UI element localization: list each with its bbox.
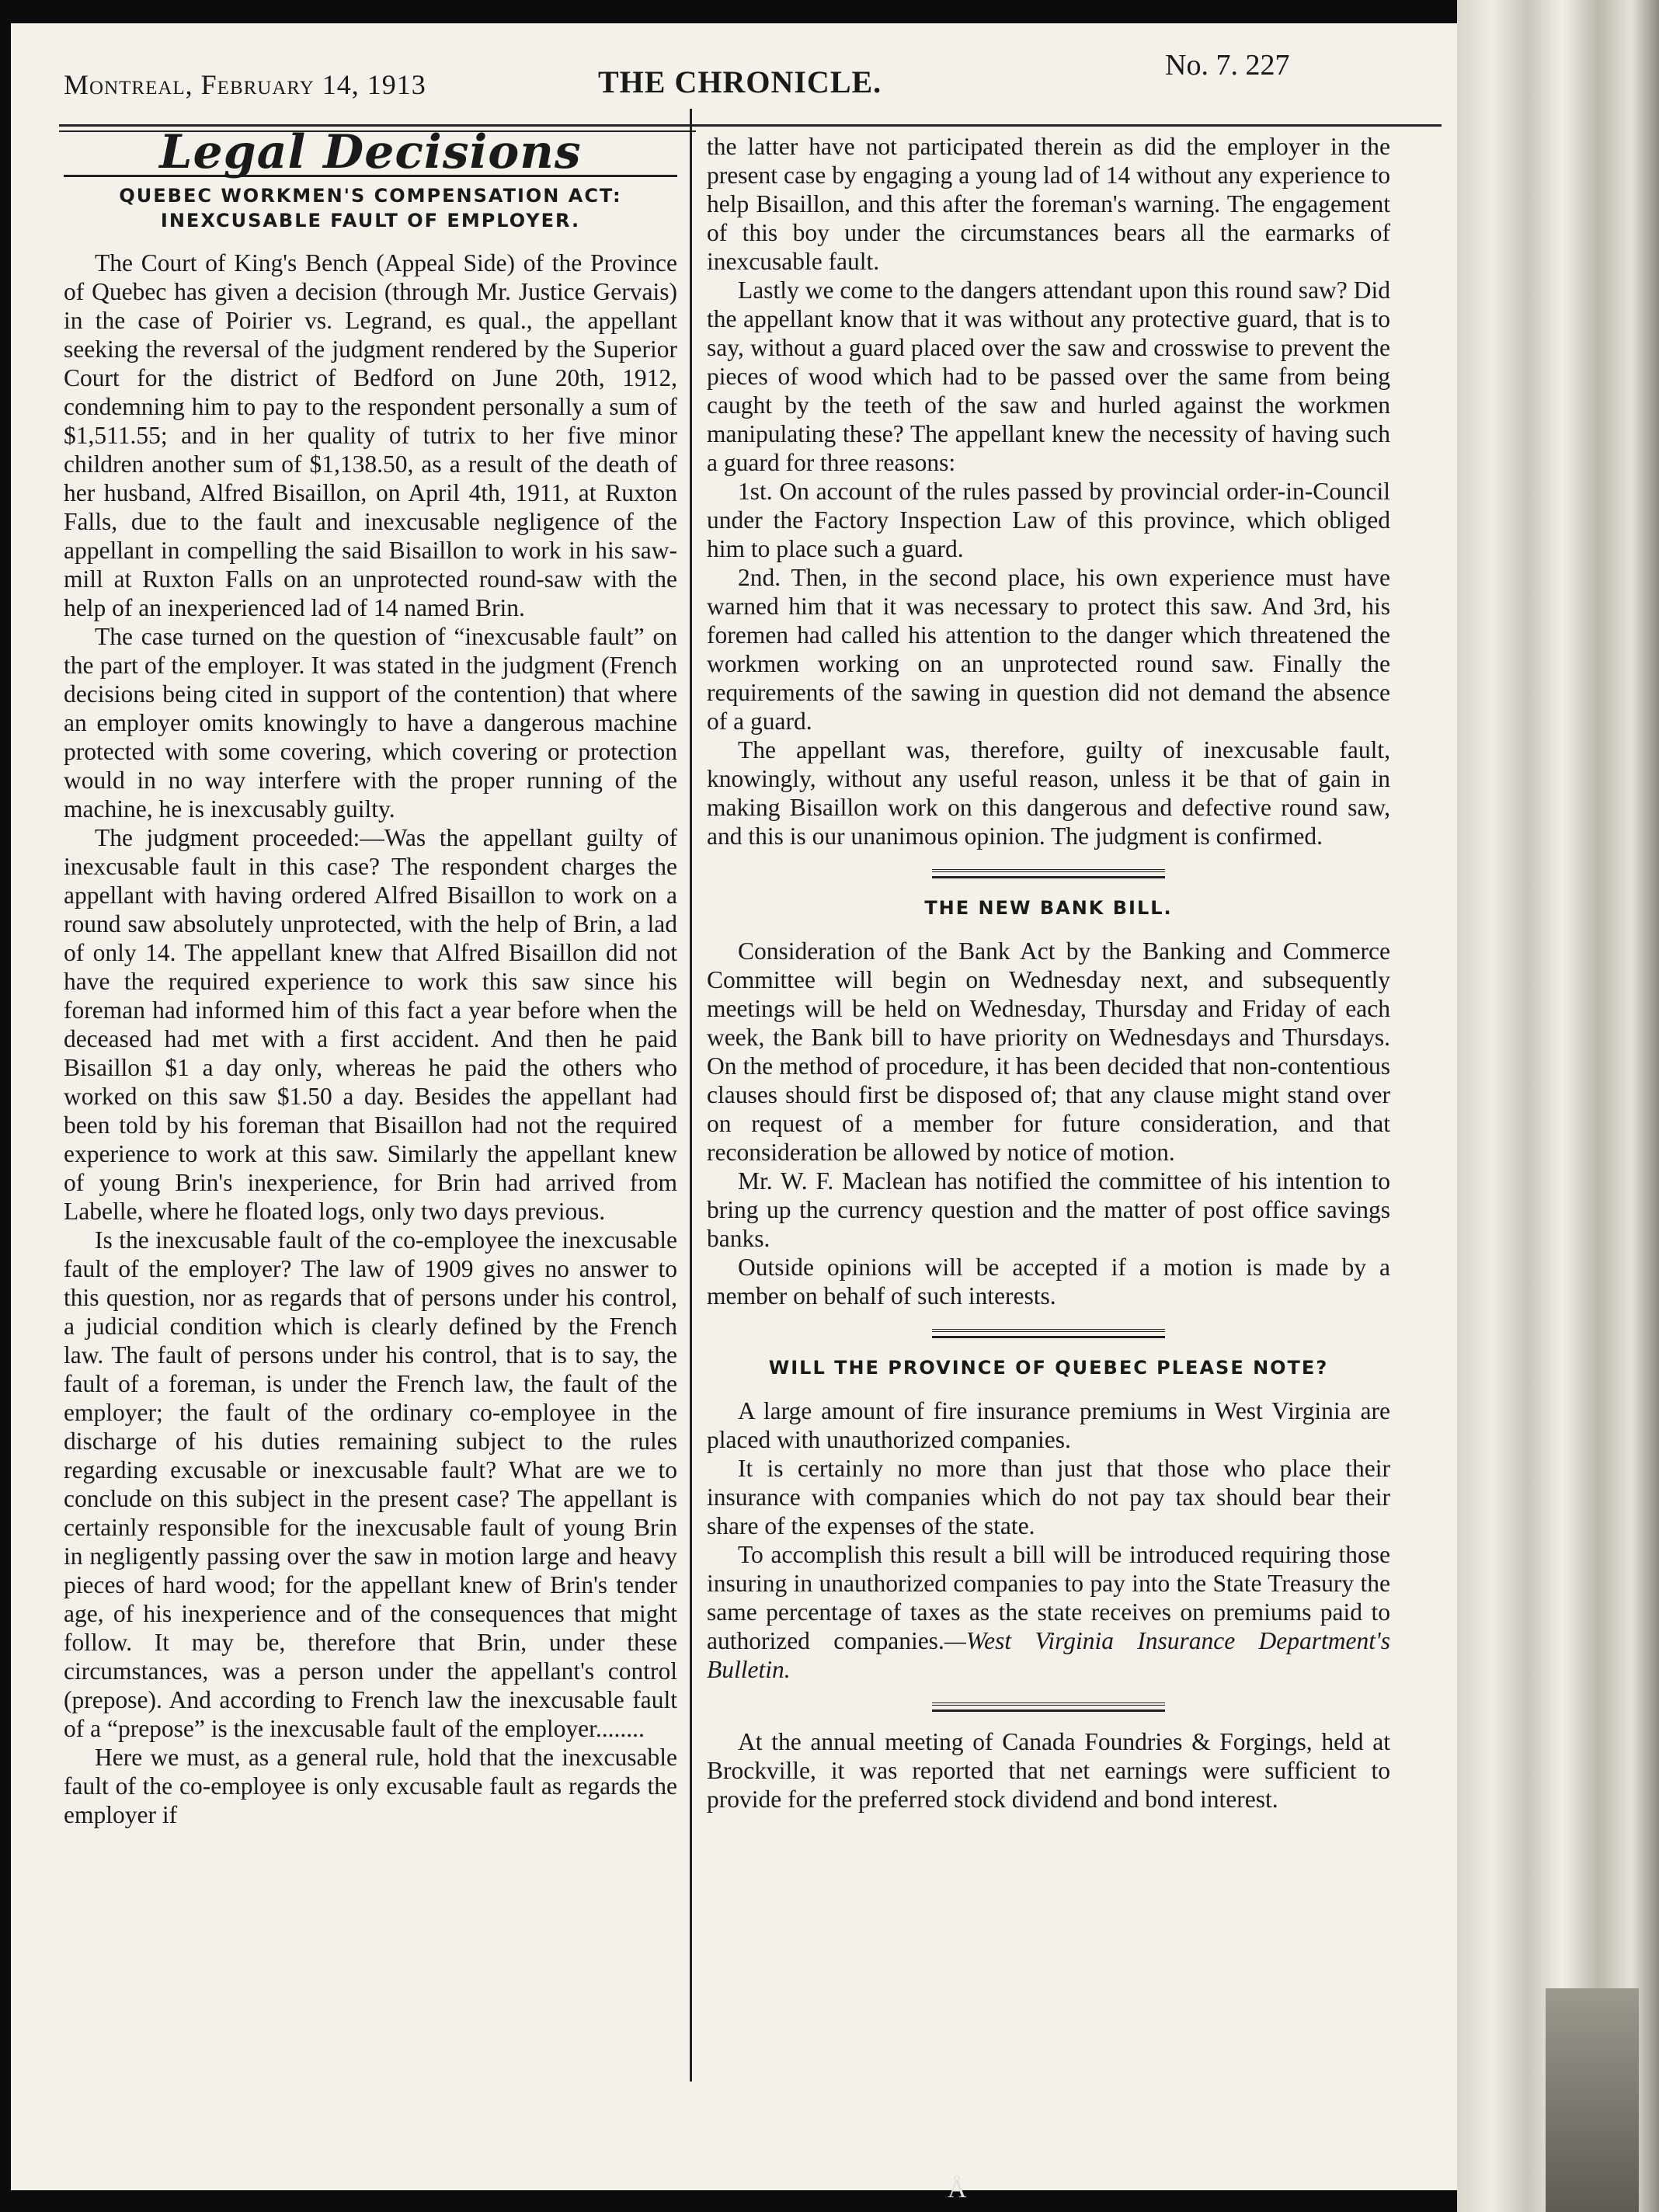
section-separator bbox=[932, 1329, 1165, 1338]
running-head-title: THE CHRONICLE. bbox=[598, 64, 882, 99]
bank-bill-paragraph: Consideration of the Bank Act by the Banking and Commerce Committee will begin on Wednesday next, and subsequently meetings will be held on Wednesday, Thursday and Friday of each week, the Bank bill to have priority on Wednesdays and Thursdays. On the method of procedure, it has been decided that non-contentious clauses should first be disposed of; that any clause might stand over on request of a member for future consideration, and that reconsideration be allowed by notice of motion. bbox=[707, 937, 1390, 1166]
right-column bbox=[707, 132, 1390, 1814]
book-spine-shadow bbox=[1546, 1988, 1639, 2212]
quebec-note-text: To accomplish this result a bill will be introduced requiring those insuring in unauthorized companies to pay into the State Treasury the same percentage of taxes as the state receives on premiums paid to authorized companies. bbox=[707, 1541, 1390, 1654]
bank-bill-heading: THE NEW BANK BILL. bbox=[924, 897, 1173, 919]
running-head bbox=[54, 47, 1320, 109]
quebec-note-paragraph: A large amount of fire insurance premiums in West Virginia are placed with unauthorized companies. bbox=[707, 1397, 1390, 1453]
running-head-issue: No. 7. 227 bbox=[1165, 49, 1290, 82]
continued-paragraph: 2nd. Then, in the second place, his own experience must have warned him that it was necessary to protect this saw. And 3rd, his foremen had called his attention to the danger which threatened the workmen working on an unprotected round saw. Finally the requirements of the sawing in question did not demand the absence of a guard. bbox=[707, 564, 1390, 735]
book-spine bbox=[1457, 0, 1659, 2212]
article-paragraph: The case turned on the question of “inexcusable fault” on the part of the employer. It was stated in the judgment (French decisions being cited in support of the contention) that where an employer omits knowingly to have a dangerous machine protected with some covering, which covering or protection would in no way interfere with the proper running of the machine, he is inexcusably guilty. bbox=[64, 623, 677, 823]
continued-paragraph: 1st. On account of the rules passed by provincial order-in-Council under the Factory Inspection Law of this province, which obliged him to place such a guard. bbox=[707, 478, 1390, 562]
running-head-date: Montreal, February 14, 1913 bbox=[64, 69, 426, 100]
bank-bill-paragraph: Outside opinions will be accepted if a motion is made by a member on behalf of such interests. bbox=[707, 1254, 1390, 1309]
foundries-paragraph: At the annual meeting of Canada Foundries & Forgings, held at Brockville, it was reported that net earnings were sufficient to provide for the preferred stock dividend and bond interest. bbox=[707, 1728, 1390, 1813]
bank-bill-paragraph: Mr. W. F. Maclean has notified the committee of his intention to bring up the currency question and the matter of post office savings banks. bbox=[707, 1167, 1390, 1252]
article-headline: QUEBEC WORKMEN'S COMPENSATION ACT: INEXCUSABLE FAULT OF EMPLOYER. bbox=[119, 185, 622, 231]
section-separator bbox=[932, 869, 1165, 878]
article-paragraph: Here we must, as a general rule, hold that the inexcusable fault of the co-employee is only excusable fault as regards the employer if bbox=[64, 1744, 677, 1828]
quebec-note-paragraph bbox=[707, 1540, 1390, 1684]
article-paragraph: Is the inexcusable fault of the co-employee the inexcusable fault of the employer? The law of 1909 gives no answer to this question, nor as regards that of persons under his control, a judicial condition which is clearly defined by the French law. The fault of persons under his control, that is to say, the fault of a foreman, is under the French law, the fault of the employer; the fault of the ordinary co-employee in the discharge of his duties remaining subject to the rules regarding excusable or inexcusable fault? What are we to conclude on this subject in the present case? The appellant is certainly responsible for the inexcusable fault of young Brin in negligently passing over the saw in motion large and heavy pieces of hard wood; for the appellant knew of Brin's tender age, of his inexperience and of the consequences that might follow. It may be, therefore that Brin, under these circumstances, was a person under the appellant's control (prepose). And according to French law the inexcusable fault of a “prepose” is the inexcusable fault of the employer........ bbox=[64, 1226, 677, 1742]
footer-mark: Å bbox=[948, 2175, 967, 2203]
continued-paragraph: The appellant was, therefore, guilty of inexcusable fault, knowingly, without any useful reason, unless it be that of gain in making Bisaillon work on this dangerous and defective round saw, and this is our unanimous opinion. The judgment is confirmed. bbox=[707, 736, 1390, 850]
quebec-note-paragraph: It is certainly no more than just that those who place their insurance with companies which do not pay tax should bear their share of the expenses of the state. bbox=[707, 1455, 1390, 1539]
section-separator bbox=[932, 1702, 1165, 1712]
quebec-note-heading: WILL THE PROVINCE OF QUEBEC PLEASE NOTE? bbox=[768, 1357, 1329, 1379]
article-paragraph: The Court of King's Bench (Appeal Side) of the Province of Quebec has given a decision (through Mr. Justice Gervais) in the case of Poirier vs. Legrand, es qual., the appellant seeking the reversal of the judgment rendered by the Superior Court for the district of Bedford on June 20th, 1912, condemning him to pay to the respondent personally a sum of $1,511.55; and in her quality of tutrix to her five minor children another sum of $1,138.50, as a result of the death of her husband, Alfred Bisaillon, on April 4th, 1911, at Ruxton Falls, due to the fault and inexcusable negligence of the appellant in compelling the said Bisaillon to work in his saw-mill at Ruxton Falls on an unprotected round-saw with the help of an inexperienced lad of 14 named Brin. bbox=[64, 249, 677, 621]
continued-paragraph: the latter have not participated therein as did the employer in the present case by engaging a young lad of 14 without any experience to help Bisaillon, and this after the foreman's warning. The engagement of this boy under the circumstances bears all the earmarks of inexcusable fault. bbox=[707, 133, 1390, 275]
column-rule bbox=[690, 109, 692, 2082]
article-paragraph: The judgment proceeded:—Was the appellant guilty of inexcusable fault in this case? The respondent charges the appellant with having ordered Alfred Bisaillon to work on a round saw absolutely unprotected, with the help of Brin, a lad of only 14. The appellant knew that Alfred Bisaillon did not have the required experience to work this saw since his foreman had informed him of this fact a year before when the deceased had met with a first accident. And then he paid Bisaillon $1 a day only, whereas he paid the others who worked on this saw $1.50 a day. Besides the appellant had been told by his foreman that Bisaillon had not the required experience to work at this saw. Similarly the appellant knew of young Brin's inexperience, for Brin had arrived from Labelle, where he floated logs, only two days previous. bbox=[64, 824, 677, 1225]
continued-paragraph: Lastly we come to the dangers attendant upon this round saw? Did the appellant know that it was without any protective guard, that is to say, without a guard placed over the saw and crosswise to prevent the pieces of wood which had to be passed over the same from being caught by the teeth of the saw and hurled against the workmen manipulating these? The appellant knew the necessity of having such a guard for three reasons: bbox=[707, 276, 1390, 476]
legal-decisions-masthead: Legal Decisions bbox=[159, 125, 582, 179]
quebec-note-source: —West Virginia Insurance Department's Bulletin. bbox=[707, 1627, 1390, 1683]
left-column bbox=[64, 125, 677, 1829]
